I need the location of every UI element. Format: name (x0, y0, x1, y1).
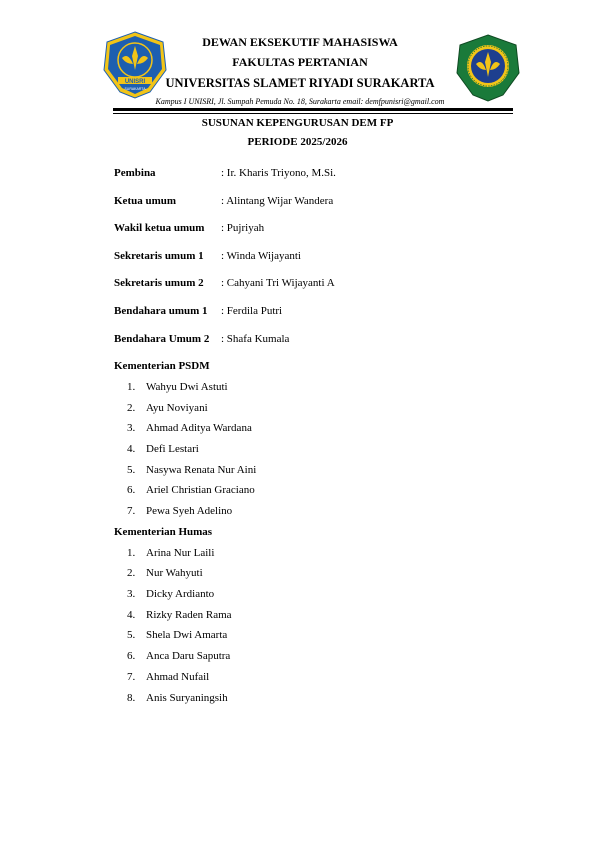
item-name: Wahyu Dwi Astuti (146, 381, 228, 393)
section-heading-psdm: Kementerian PSDM (114, 360, 210, 372)
letterhead-divider-thin (113, 113, 513, 114)
item-number: 7. (127, 671, 136, 683)
item-name: Nur Wahyuti (146, 567, 203, 579)
officer-label: Bendahara Umum 2 (114, 333, 210, 345)
list-item (127, 650, 230, 662)
officer-value: : Ferdila Putri (221, 305, 283, 317)
list-item (127, 567, 203, 579)
item-name: Ayu Noviyani (146, 402, 208, 414)
item-name: Ahmad Aditya Wardana (146, 422, 252, 434)
item-number: 3. (127, 422, 136, 434)
item-name: Rizky Raden Rama (146, 609, 232, 621)
officer-label: Ketua umum (114, 195, 177, 207)
officer-value: : Alintang Wijar Wandera (221, 195, 334, 207)
item-number: 8. (127, 692, 136, 704)
list-item (127, 505, 232, 517)
item-name: Anca Daru Saputra (146, 650, 231, 662)
list-item (127, 402, 208, 414)
document-period: PERIODE 2025/2026 (247, 136, 348, 148)
officer-label: Pembina (114, 167, 156, 179)
item-number: 6. (127, 484, 136, 496)
left-logo-subtext: SURAKARTA (124, 87, 146, 91)
left-logo-text: UNISRI (124, 79, 146, 85)
list-item (127, 381, 228, 393)
officer-label: Sekretaris umum 2 (114, 277, 204, 289)
list-item (127, 588, 214, 600)
item-number: 3. (127, 588, 136, 600)
list-item (127, 629, 227, 641)
document-title: SUSUNAN KEPENGURUSAN DEM FP (201, 117, 394, 129)
item-name: Nasywa Renata Nur Aini (146, 464, 257, 476)
item-name: Anis Suryaningsih (146, 692, 228, 704)
letterhead-divider-thick (113, 108, 513, 111)
item-name: Shela Dwi Amarta (146, 629, 228, 641)
item-number: 1. (127, 381, 136, 393)
item-name: Pewa Syeh Adelino (146, 505, 233, 517)
item-name: Dicky Ardianto (146, 588, 215, 600)
list-item (127, 484, 255, 496)
letterhead-line2: FAKULTAS PERTANIAN (232, 55, 368, 69)
officer-label: Wakil ketua umum (114, 222, 205, 234)
item-number: 2. (127, 402, 136, 414)
item-name: Defi Lestari (146, 443, 199, 455)
item-number: 7. (127, 505, 136, 517)
item-number: 5. (127, 464, 136, 476)
list-item (127, 692, 228, 704)
officer-value: : Pujriyah (221, 222, 265, 234)
officer-label: Bendahara umum 1 (114, 305, 208, 317)
item-name: Arina Nur Laili (146, 547, 215, 559)
item-number: 2. (127, 567, 136, 579)
officer-label: Sekretaris umum 1 (114, 250, 204, 262)
list-item (127, 609, 232, 621)
letterhead-address: Kampus I UNISRI, Jl. Sumpah Pemuda No. 18, Surakarta email: demfpunisri@gmail.com (155, 97, 445, 106)
letterhead-line1: DEWAN EKSEKUTIF MAHASISWA (202, 35, 398, 49)
dem-fp-logo (453, 33, 523, 103)
item-number: 6. (127, 650, 136, 662)
list-item (127, 671, 209, 683)
letterhead-line3: UNIVERSITAS SLAMET RIYADI SURAKARTA (165, 76, 435, 90)
list-item (127, 547, 214, 559)
list-item (127, 443, 199, 455)
item-number: 4. (127, 609, 136, 621)
list-item (127, 464, 256, 476)
item-name: Ariel Christian Graciano (146, 484, 255, 496)
item-name: Ahmad Nufail (146, 671, 210, 683)
officer-value: : Winda Wijayanti (221, 250, 301, 262)
item-number: 5. (127, 629, 136, 641)
item-number: 1. (127, 547, 136, 559)
officer-value: : Ir. Kharis Triyono, M.Si. (221, 167, 336, 179)
list-item (127, 422, 252, 434)
item-number: 4. (127, 443, 136, 455)
officer-value: : Shafa Kumala (221, 333, 290, 345)
section-heading-humas: Kementerian Humas (114, 526, 213, 538)
officer-value: : Cahyani Tri Wijayanti A (221, 277, 335, 289)
